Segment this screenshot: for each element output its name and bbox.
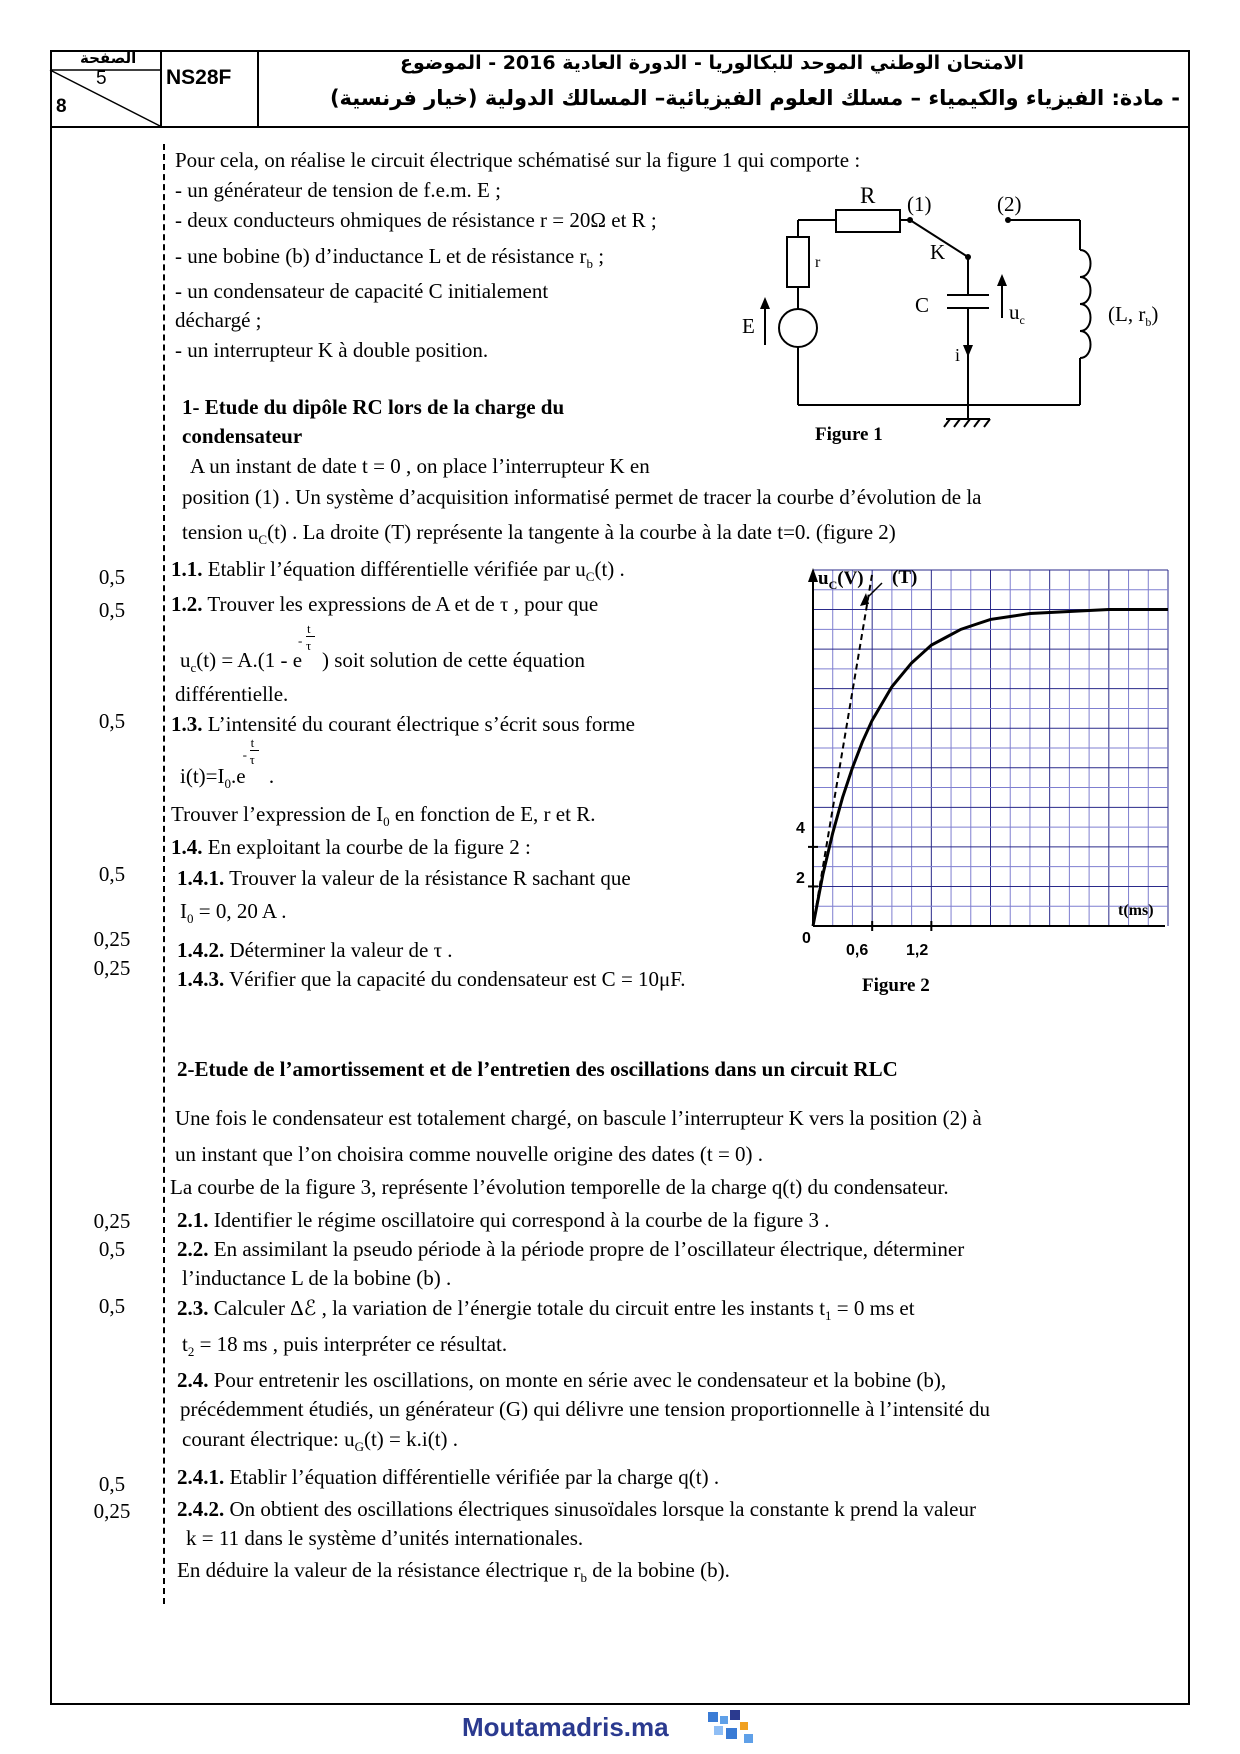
page-label: الصفحة <box>80 49 137 67</box>
question-2-4-2: 2.4.2. On obtient des oscillations électriques sinusoïdales lorsque la constante k prend la valeur <box>177 1497 976 1521</box>
series-tangent-line <box>813 574 872 926</box>
question-2-4-b: précédemment étudiés, un générateur (G) qui délivre une tension proportionnelle à l’intensité du <box>180 1397 990 1421</box>
question-1-2: 1.2. Trouver les expressions de A et de τ , pour que <box>171 592 599 616</box>
question-1-3-b: Trouver l’expression de $I_0$ en fonction de E, r et R. <box>171 802 596 830</box>
resistor-r <box>787 237 809 287</box>
section-2-title: 2-Etude de l’amortissement et de l’entretien des oscillations dans un circuit RLC <box>177 1057 898 1081</box>
mark-1-3: 0,5 <box>98 709 126 733</box>
x-tick-label: 1,2 <box>906 942 929 959</box>
question-2-4: 2.4. Pour entretenir les oscillations, on monte en série avec le condensateur et la bobine (b), <box>177 1368 947 1392</box>
x-tick-label: 0,6 <box>846 942 869 959</box>
question-2-3: 2.3. Calculer Δℰ , la variation de l’énergie totale du circuit entre les instants $t_1 = 0$ ms et <box>177 1296 915 1324</box>
question-1-4-1: 1.4.1. Trouver la valeur de la résistance R sachant que <box>177 866 631 890</box>
generator-E <box>779 309 817 347</box>
mark-1-1: 0,5 <box>98 565 126 589</box>
mark-1-4-3: 0,25 <box>93 956 131 980</box>
exam-code: NS28F <box>166 66 232 89</box>
coil-L <box>1080 250 1091 358</box>
resistor-R <box>836 210 900 232</box>
label-L-rb: (L, $r_b$) <box>1108 302 1159 330</box>
mark-2-4-2: 0,25 <box>93 1499 131 1523</box>
chart-grid <box>813 570 1168 926</box>
intro-item: - un générateur de tension de f.e.m. E ; <box>175 178 501 202</box>
question-2-4-c: courant électrique: $u_G(t) = k.i(t)$ . <box>182 1427 459 1455</box>
mark-2-2: 0,5 <box>98 1237 126 1261</box>
chart-xlabel: t(ms) <box>1118 902 1154 919</box>
margin-separator <box>163 144 165 1604</box>
label-C: C <box>915 293 930 317</box>
label-R: R <box>860 183 876 208</box>
intro-line: Pour cela, on réalise le circuit électrique schématisé sur la figure 1 qui comporte : <box>175 148 861 172</box>
header-title-2: - مادة: الفيزياء والكيمياء – مسلك العلوم الفيزيائية– المسالك الدولية (خيار فرنسية) <box>329 86 1180 110</box>
mark-1-2: 0,5 <box>98 598 126 622</box>
intro-item: - un interrupteur K à double position. <box>175 338 489 362</box>
section-1-title: condensateur <box>182 424 303 448</box>
chart-ylabel: $u_C(V)$ <box>818 568 864 592</box>
figure-1-caption: Figure 1 <box>815 424 883 445</box>
section-1-text: position (1) . Un système d’acquisition informatisé permet de tracer la courbe d’évolution de la <box>182 485 982 509</box>
section-2-text: Une fois le condensateur est totalement chargé, on bascule l’interrupteur K vers la position (2) à <box>175 1106 982 1130</box>
question-1-4: 1.4. En exploitant la courbe de la figure 2 : <box>171 835 531 859</box>
question-2-4-2-b: k = 11 dans le système d’unités internationales. <box>186 1526 584 1550</box>
intro-item: déchargé ; <box>175 308 262 332</box>
mark-2-4-1: 0,5 <box>98 1472 126 1496</box>
question-1-2-end: différentielle. <box>175 682 289 706</box>
section-2-text: La courbe de la figure 3, représente l’évolution temporelle de la charge q(t) du condensateur. <box>170 1175 949 1199</box>
equation-I0: $I_0 = 0$, 20 A . <box>180 899 287 927</box>
chart-tangent-label: (T) <box>892 567 918 588</box>
section-1-text: tension $u_C(t)$ . La droite (T) représente la tangente à la courbe à la date t=0. (figure 2) <box>182 520 896 548</box>
y-tick-label: 4 <box>796 820 805 837</box>
label-r: r <box>815 254 821 271</box>
question-1-4-3: 1.4.3. Vérifier que la capacité du condensateur est C = 10μF. <box>177 967 686 991</box>
figure-2-caption: Figure 2 <box>862 975 930 996</box>
equation-i: $i(t)=I_0.e$ - t τ . <box>180 735 275 792</box>
header <box>50 50 1190 128</box>
question-1-4-2: 1.4.2. Déterminer la valeur de τ . <box>177 938 453 962</box>
total-pages: 8 <box>56 96 67 117</box>
label-K: K <box>930 240 946 264</box>
label-i: i <box>955 345 961 365</box>
label-E: E <box>742 314 755 338</box>
question-2-4-2-c: En déduire la valeur de la résistance électrique $r_b$ de la bobine (b). <box>177 1558 730 1586</box>
chart-origin-label: 0 <box>802 930 811 947</box>
chart-axes <box>813 575 1165 926</box>
section-1-text: A un instant de date t = 0 , on place l’interrupteur K en <box>190 454 650 478</box>
equation-uc: $u_c(t) = A.(1 - e$ - t τ ) soit solution de cette équation <box>180 621 586 676</box>
mark-2-1: 0,25 <box>93 1209 131 1233</box>
page-number: 5 <box>96 68 107 89</box>
label-uc: $u_c$ <box>1009 300 1025 328</box>
intro-item: - un condensateur de capacité C initialement <box>175 279 549 303</box>
question-2-3-b: $t_2 = 18$ ms , puis interpréter ce résultat. <box>182 1332 508 1360</box>
y-tick-label: 2 <box>796 870 805 887</box>
section-2-text: un instant que l’on choisira comme nouvelle origine des dates (t = 0) . <box>175 1142 764 1166</box>
label-pos1: (1) <box>907 192 932 216</box>
brand-logo-icon <box>700 1708 770 1748</box>
intro-item: - une bobine (b) d’inductance L et de résistance $r_b$ ; <box>175 244 605 272</box>
question-1-1: 1.1. Etablir l’équation différentielle vérifiée par $u_C(t)$ . <box>171 557 625 585</box>
page-number-cell <box>50 50 162 126</box>
footer-brand[interactable]: Moutamadris.ma <box>462 1712 669 1742</box>
question-1-3: 1.3. L’intensité du courant électrique s’écrit sous forme <box>171 712 635 736</box>
mark-1-4-1: 0,5 <box>98 862 126 886</box>
mark-1-4-2: 0,25 <box>93 927 131 951</box>
intro-item: - deux conducteurs ohmiques de résistance r = 20Ω et R ; <box>175 208 657 232</box>
mark-2-3: 0,5 <box>98 1294 126 1318</box>
question-2-2-b: l’inductance L de la bobine (b) . <box>182 1266 452 1290</box>
header-title-1: الامتحان الوطني الموحد للبكالوريا - الدورة العادية 2016 - الموضوع <box>400 52 1024 74</box>
question-2-2: 2.2. En assimilant la pseudo période à la période propre de l’oscillateur électrique, déterminer <box>177 1237 965 1261</box>
label-pos2: (2) <box>997 192 1022 216</box>
figure-2-chart <box>790 560 1170 960</box>
question-2-4-1: 2.4.1. Etablir l’équation différentielle vérifiée par la charge q(t) . <box>177 1465 720 1489</box>
question-2-1: 2.1. Identifier le régime oscillatoire qui correspond à la courbe de la figure 3 . <box>177 1208 830 1232</box>
section-1-title: 1- Etude du dipôle RC lors de la charge du <box>182 395 565 419</box>
